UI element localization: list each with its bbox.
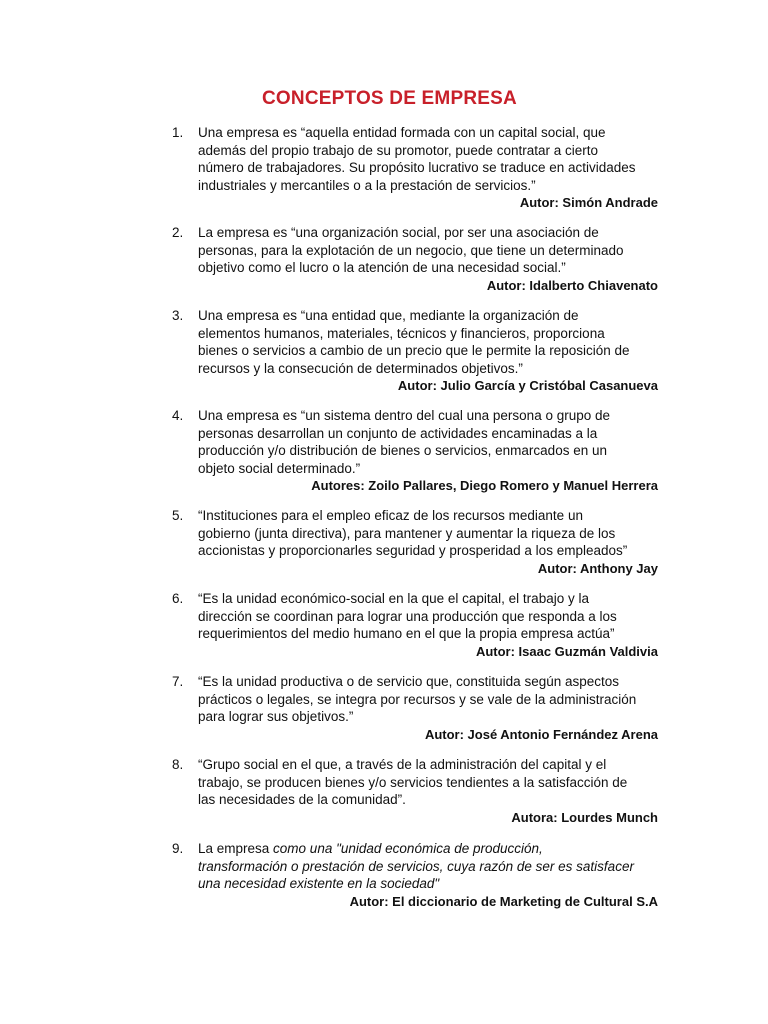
item-number: 8.: [172, 757, 184, 772]
list-item: [172, 590, 662, 660]
item-text-italic: como una "unidad económica de producción, transformación o prestación de servicios, cuya razón de ser es satisfacer una necesidad existente en la sociedad": [198, 841, 634, 891]
list-item: [172, 224, 662, 294]
item-text: [198, 840, 662, 893]
page-title: CONCEPTOS DE EMPRESA: [262, 88, 517, 109]
item-number: 6.: [172, 591, 184, 606]
item-text: La empresa es “una organización social, por ser una asociación de personas, para la explotación de un negocio, que tiene un determinado objetivo como el lucro o la atención de una necesidad social.”: [198, 225, 624, 275]
item-text: “Instituciones para el empleo eficaz de los recursos mediante un gobierno (junta directiva), para mantener y aumentar la riqueza de los accionistas y proporcionarles seguridad y prosperidad a los empleados”: [198, 508, 628, 558]
item-text: Una empresa es “aquella entidad formada con un capital social, que además del propio trabajo de su promotor, puede contratar a cierto número de trabajadores. Su propósito lucrativo se traduce en actividades industriales y mercantiles o a la prestación de servicios.”: [198, 125, 636, 193]
item-number: 1.: [172, 125, 184, 140]
list-item: [172, 673, 662, 743]
item-text: “Es la unidad económico-social en la que el capital, el trabajo y la dirección se coordinan para lograr una producción que responda a los requerimientos del medio humano en el que la propia empresa actúa”: [198, 591, 617, 641]
item-text: Una empresa es “un sistema dentro del cual una persona o grupo de personas desarrollan un conjunto de actividades encaminadas a la producción y/o distribución de bienes o servicios, enmarcados en un objeto social determinado.”: [198, 408, 611, 476]
item-author: Autores: Zoilo Pallares, Diego Romero y Manuel Herrera: [311, 478, 658, 493]
item-number: 7.: [172, 674, 184, 689]
item-number: 4.: [172, 408, 184, 423]
item-author: Autor: Julio García y Cristóbal Casanueva: [397, 378, 658, 393]
item-text: Una empresa es “una entidad que, mediante la organización de elementos humanos, materiales, técnicos y financieros, proporciona bienes o servicios a cambio de un precio que le permite la reposición de recursos y la consecución de determinados objetivos.”: [198, 308, 630, 376]
item-number: 5.: [172, 508, 184, 523]
list-item: [172, 840, 662, 910]
item-number: 2.: [172, 225, 184, 240]
item-author: Autor: Simón Andrade: [519, 195, 658, 210]
item-text: “Es la unidad productiva o de servicio que, constituida según aspectos prácticos o legales, se integra por recursos y se vale de la administración para lograr sus objetivos.”: [198, 674, 637, 724]
list-item: [172, 307, 662, 395]
list-item: [172, 756, 662, 826]
list-item: [172, 507, 662, 577]
item-text: “Grupo social en el que, a través de la administración del capital y el trabajo, se producen bienes y/o servicios tendientes a la satisfacción de las necesidades de la comunidad”.: [198, 757, 628, 807]
list-item: [172, 407, 662, 495]
list-item: [172, 124, 662, 212]
item-author: Autor: Idalberto Chiavenato: [486, 277, 658, 293]
item-author: Autor: José Antonio Fernández Arena: [424, 726, 658, 742]
item-text-prefix: La empresa: [198, 841, 274, 856]
item-number: 9.: [172, 841, 184, 856]
item-author: Autora: Lourdes Munch: [511, 809, 658, 825]
item-author: Autor: Isaac Guzmán Valdivia: [475, 643, 658, 659]
item-author: Autor: El diccionario de Marketing de Cultural S.A: [349, 893, 658, 909]
item-number: 3.: [172, 308, 184, 323]
item-author: Autor: Anthony Jay: [537, 560, 658, 576]
